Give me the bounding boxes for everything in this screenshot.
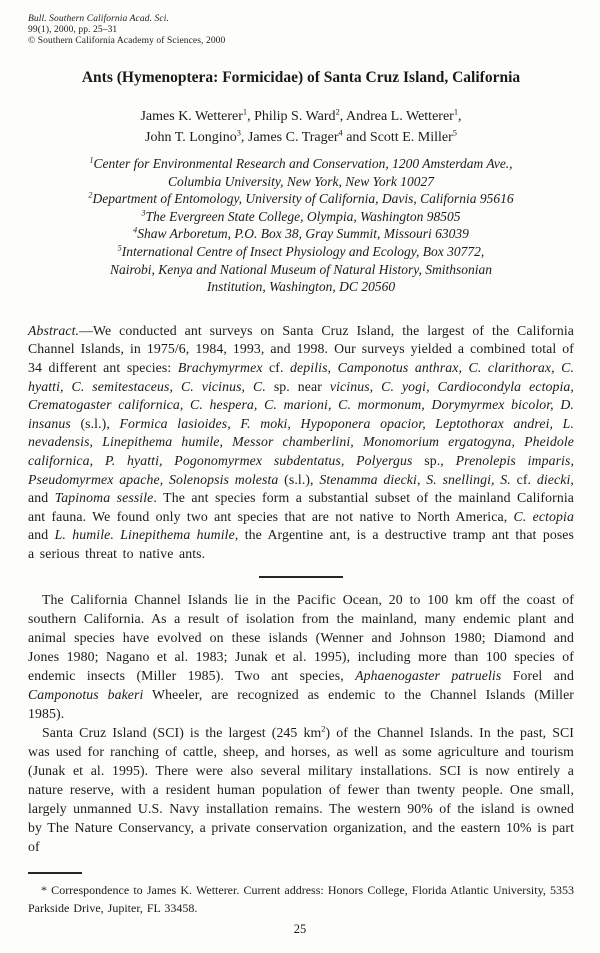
body-text — [28, 590, 574, 856]
page-number: 25 — [293, 922, 307, 936]
section-divider-rule — [259, 576, 343, 578]
correspondence-footnote: * Correspondence to James K. Wetterer. Current address: Honors College, Florida Atlantic University, 5353 Parkside Drive, Jupiter, FL 33458. — [28, 883, 574, 915]
affiliation-line: $^2$Department of Entomology, University of California, Davis, California 95616 — [88, 190, 514, 207]
author-line: James K. Wetterer$^1$, Philip S. Ward$^2$, Andrea L. Wetterer$^1$, — [140, 107, 462, 124]
affiliation-line: $^3$The Evergreen State College, Olympia, Washington 98505 — [141, 208, 461, 224]
body-paragraph: The California Channel Islands lie in the Pacific Ocean, 20 to 100 km off the coast of southern California. As a result of isolation from the mainland, many endemic plant and animal species have evolved on these islands (Wenner and Johnson 1980; Diamond and Jones 1980; Nagano et al. 1983; Junak et al. 1995), including more than 100 species of endemic insects (Miller 1985). Two ant species, Aphaenogaster patruelis Forel and Camponotus bakeri Wheeler, are recognized as endemic to the Channel Islands (Miller 1985). — [28, 592, 574, 722]
author-line: John T. Longino$^3$, James C. Trager$^4$ and Scott E. Miller$^5$ — [145, 128, 457, 145]
author-list — [28, 106, 574, 148]
journal-copyright: © Southern California Academy of Sciences, 2000 — [28, 36, 226, 46]
affiliation-line: Institution, Washington, DC 20560 — [206, 279, 396, 295]
affiliation-line: $^5$International Centre of Insect Physiology and Ecology, Box 30772, — [117, 243, 485, 259]
body-paragraph: Santa Cruz Island (SCI) is the largest (245 $km^2$) of the Channel Islands. In the past, SCI was used for ranching of cattle, sheep, and horses, as well as some agriculture and tourism (Junak et al. 1995). There were also several military installations. SCI is now entirely a nature reserve, with a resident human population of fewer than twenty people. One small, largely unmanned U.S. Navy installation remains. The western 90% of the island is owned by The Nature Conservancy, a private conservation organization, and the eastern 10% is part of — [28, 724, 574, 855]
journal-header — [28, 14, 574, 47]
affiliation-line: Nairobi, Kenya and National Museum of Natural History, Smithsonian — [109, 261, 492, 277]
affiliation-line: Columbia University, New York, New York 10027 — [167, 173, 435, 189]
journal-name: Bull. Southern California Acad. Sci. — [28, 14, 169, 24]
affiliation-list — [28, 155, 574, 296]
article-title: Ants (Hymenoptera: Formicidae) of Santa Cruz Island, California — [81, 69, 521, 86]
footnote-block — [28, 872, 574, 917]
journal-issue-info: 99(1), 2000, pp. 25–31 — [28, 25, 118, 35]
footnote-rule — [28, 872, 82, 874]
affiliation-line: $^1$Center for Environmental Research and Conservation, 1200 Amsterdam Ave., — [89, 155, 513, 171]
affiliation-line: $^4$Shaw Arboretum, P.O. Box 38, Gray Summit, Missouri 63039 — [133, 225, 469, 242]
abstract-paragraph: Abstract.—We conducted ant surveys on Santa Cruz Island, the largest of the California Channel Islands, in 1975/6, 1984, 1993, and 1998. Our surveys yielded a combined total of 34 different ant species: Brachymyrmex cf. depilis, Camponotus anthrax, C. clarithorax, C. hyatti, C. semitestaceus, C. vicinus, C. sp. near vicinus, C. yogi, Cardiocondyla ectopia, Crematogaster californica, C. hespera, C. marioni, C. mormonum, Dorymyrmex bicolor, D. insanus (s.l.), Formica lasioides, F. moki, Hypoponera opacior, Leptothorax andrei, L. nevadensis, Linepithema humile, Messor chamberlini, Monomorium ergatogyna, Pheidole californica, P. hyatti, Pogonomyrmex subdentatus, Polyergus sp., Prenolepis imparis, Pseudomyrmex apache, Solenopsis molesta (s.l.), Stenamma diecki, S. snellingi, S. cf. diecki, and Tapinoma sessile. The ant species form a substantial subset of the mainland California ant fauna. We found only two ant species that are not native to North America, C. ectopia and L. humile. Linepithema humile, the Argentine ant, is a destructive tramp ant that poses a serious threat to native ants. — [28, 322, 575, 561]
